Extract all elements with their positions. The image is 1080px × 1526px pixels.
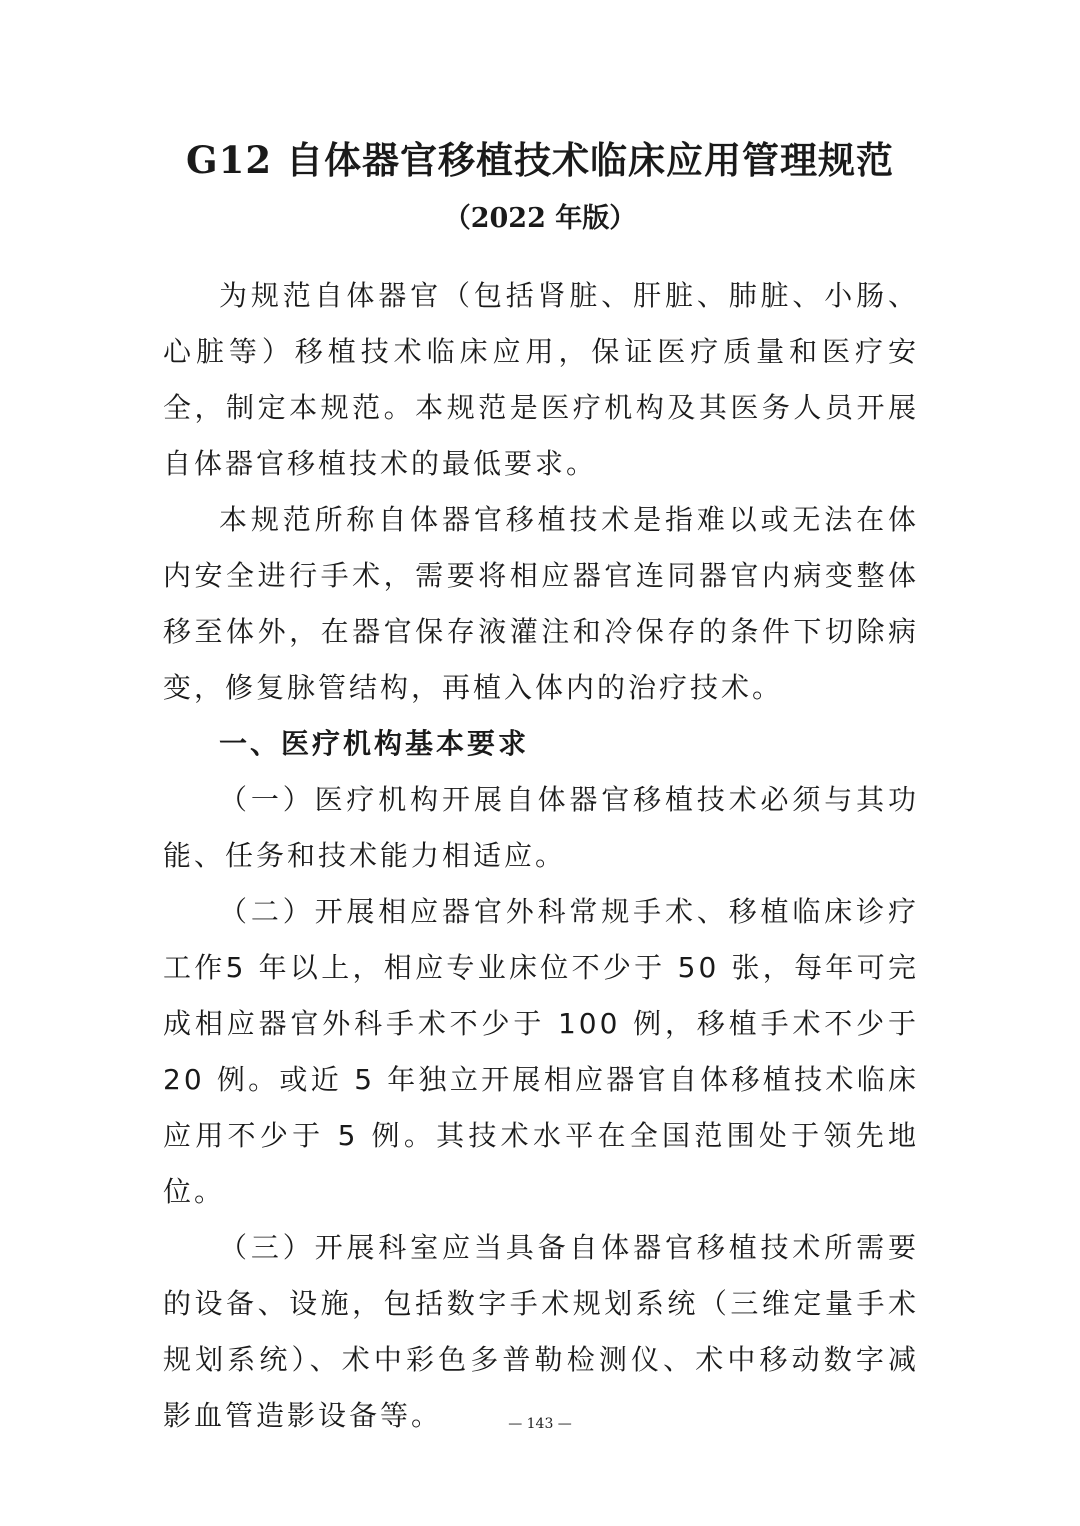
page-number: — 143 —: [508, 1416, 572, 1432]
paragraph-intro: 为规范自体器官（包括肾脏、肝脏、肺脏、小肠、心脏等）移植技术临床应用，保证医疗质量和医疗安全，制定本规范。本规范是医疗机构及其医务人员开展自体器官移植技术的最低要求。: [163, 279, 919, 480]
paragraph-item-1: （一）医疗机构开展自体器官移植技术必须与其功能、任务和技术能力相适应。: [163, 783, 919, 872]
paragraph-definition: 本规范所称自体器官移植技术是指难以或无法在体内安全进行手术，需要将相应器官连同器官内病变整体移至体外，在器官保存液灌注和冷保存的条件下切除病变，修复脉管结构，再植入体内的治疗技术。: [163, 503, 919, 704]
section-heading: 一、医疗机构基本要求: [219, 727, 530, 760]
document-title: G12 自体器官移植技术临床应用管理规范: [186, 138, 894, 182]
paragraph-item-2: （二）开展相应器官外科常规手术、移植临床诊疗工作5 年以上，相应专业床位不少于 50 张，每年可完成相应器官外科手术不少于 100 例，移植手术不少于 20 例。或近 5 年独立开展相应器官自体移植技术临床应用不少于 5 例。其技术水平在全国范围处于领先地位。: [163, 895, 919, 1208]
document-body: [163, 268, 919, 1444]
document-subtitle: （2022 年版）: [443, 203, 637, 234]
paragraph-item-3: （三）开展科室应当具备自体器官移植技术所需要的设备、设施，包括数字手术规划系统（三维定量手术规划系统）、术中彩色多普勒检测仪、术中移动数字减影血管造影设备等。: [163, 1231, 919, 1432]
